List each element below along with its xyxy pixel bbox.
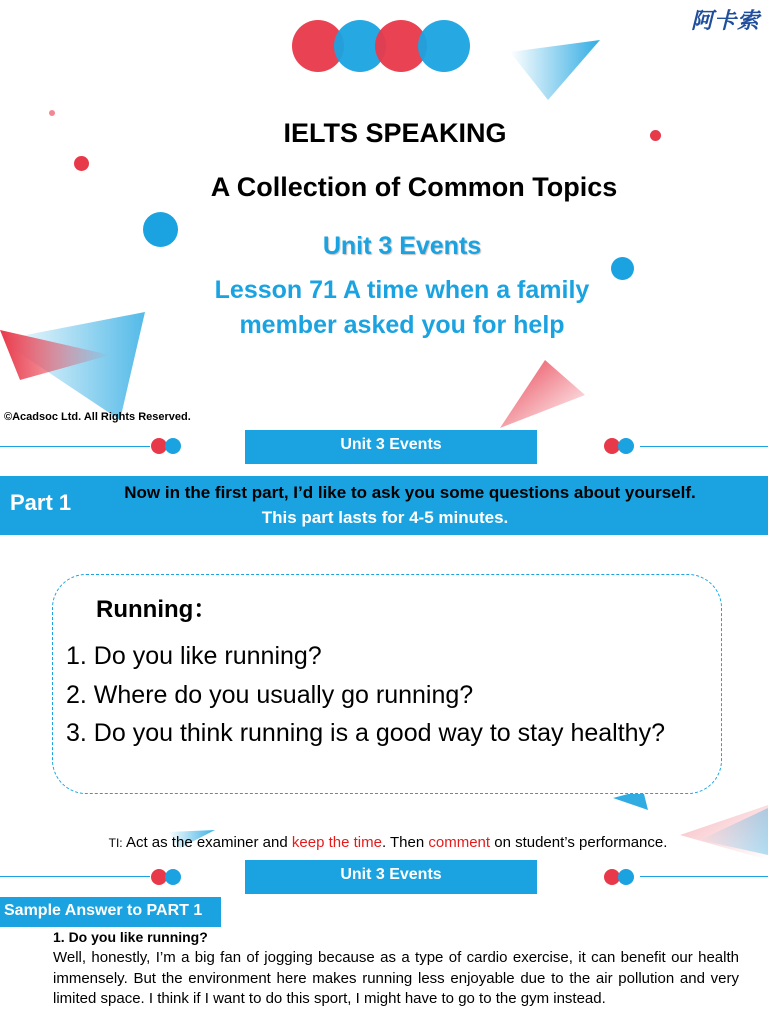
sample-question: 1. Do you like running? [53, 929, 208, 945]
ti-text-1: Act as the examiner and [125, 834, 292, 851]
question-item: 2. Where do you usually go running? [66, 681, 474, 709]
question-item: 1. Do you like running? [66, 642, 322, 670]
divider-left [0, 876, 150, 877]
sample-answer-text: Well, honestly, I’m a big fan of jogging because as a type of cardio exercise, it can benefit our health immensely. But the environment here makes running less enjoyable due to the air pollution and very limited space. I think if I want to do this sport, I might have to go to the gym instead. [53, 949, 739, 1007]
ti-prefix: TI: [108, 836, 126, 850]
section-header-unit: Unit 3 Events [245, 860, 537, 894]
teacher-instruction [0, 834, 768, 851]
question-item: 3. Do you think running is a good way to stay healthy? [66, 719, 665, 747]
red-triangle-mid [500, 360, 585, 428]
blue-circle-2 [418, 20, 470, 72]
blue-dot [165, 438, 181, 454]
copyright-notice: ©Acadsoc Ltd. All Rights Reserved. [4, 411, 191, 423]
blue-dot [618, 869, 634, 885]
unit-heading: Unit 3 Events [322, 232, 482, 260]
lesson-heading [150, 273, 654, 343]
part1-label: Part 1 [10, 490, 72, 515]
lesson-line-1: Lesson 71 A time when a family [214, 276, 590, 304]
divider-right [640, 446, 768, 447]
divider-right [640, 876, 768, 877]
blue-triangle-top [510, 40, 600, 100]
blue-dot [165, 869, 181, 885]
section-header-unit: Unit 3 Events [245, 430, 537, 464]
divider-left [0, 446, 150, 447]
part1-intro-line-1: Now in the first part, I’d like to ask you some questions about yourself. [124, 483, 696, 502]
red-dot [49, 110, 55, 116]
page-subtitle: A Collection of Common Topics [210, 172, 618, 202]
blue-dot [618, 438, 634, 454]
lesson-line-2: member asked you for help [239, 311, 565, 339]
sample-answer-label: Sample Answer to PART 1 [0, 897, 221, 927]
brand-logo: 阿卡索 [690, 9, 760, 34]
red-dot [74, 156, 89, 171]
ti-text-3: on student’s performance. [490, 834, 668, 851]
ti-highlight-comment: comment [428, 834, 491, 851]
ti-highlight-time: keep the time [291, 834, 382, 851]
page-title: IELTS SPEAKING [283, 118, 507, 148]
part1-intro-line-2: This part lasts for 4-5 minutes. [261, 508, 509, 527]
question-topic: Running： [96, 596, 218, 623]
ti-text-2: . Then [381, 834, 429, 851]
